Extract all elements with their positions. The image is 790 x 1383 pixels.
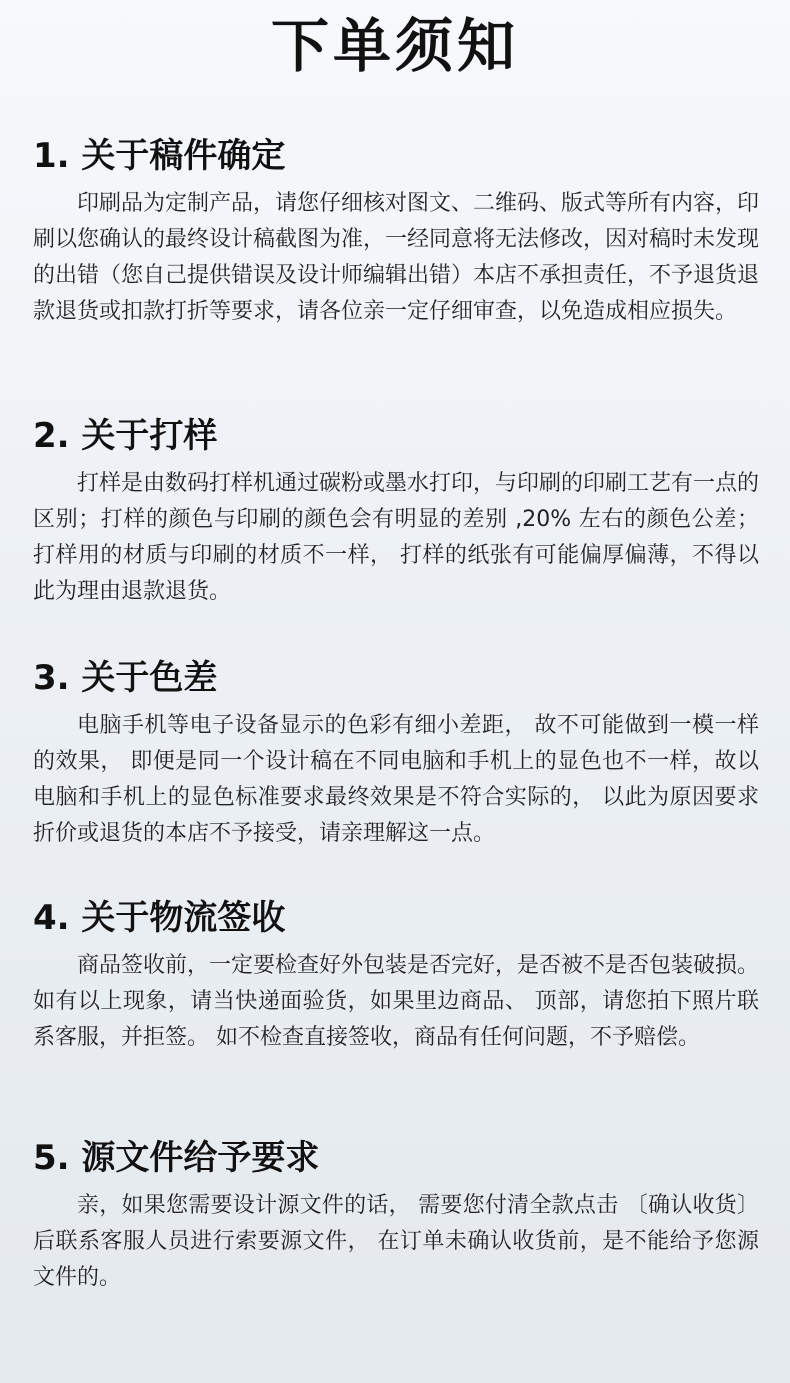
section-logistics-signing [33,896,759,1056]
section-heading: 1. 关于稿件确定 [33,136,286,176]
section-body: 打样是由数码打样机通过碳粉或墨水打印，与印刷的印刷工艺有一点的区别；打样的颜色与印刷的颜色会有明显的差别 ,20% 左右的颜色公差；打样用的材质与印刷的材质不一样， 打样的纸张有可能偏厚偏薄，不得以此为理由退款退货。 [33,471,760,604]
section-body: 商品签收前，一定要检查好外包装是否完好，是否被不是否包装破损。 如有以上现象，请当快递面验货，如果里边商品、 顶部，请您拍下照片联系客服，并拒签。 如不检查直接签收，商品有任何问题，不予赔偿。 [33,953,760,1050]
section-source-files [33,1136,759,1296]
section-color-difference [33,656,759,852]
section-heading: 4. 关于物流签收 [33,898,286,938]
section-heading: 2. 关于打样 [33,416,218,456]
section-body: 印刷品为定制产品，请您仔细核对图文、二维码、版式等所有内容，印刷以您确认的最终设计稿截图为准，一经同意将无法修改，因对稿时未发现的出错（您自己提供错误及设计师编辑出错）本店不承担责任，不予退货退款退货或扣款打折等要求，请各位亲一定仔细审查，以免造成相应损失。 [33,191,760,324]
section-body: 电脑手机等电子设备显示的色彩有细小差距， 故不可能做到一模一样的效果， 即便是同一个设计稿在不同电脑和手机上的显色也不一样，故以电脑和手机上的显色标准要求最终效果是不符合实际的， 以此为原因要求折价或退货的本店不予接受，请亲理解这一点。 [33,713,759,846]
section-manuscript-confirmation [33,134,759,330]
page-title: 下单须知 [270,12,519,80]
section-body: 亲，如果您需要设计源文件的话， 需要您付清全款点击 〔确认收货〕 后联系客服人员进行索要源文件， 在订单未确认收货前，是不能给予您源文件的。 [33,1193,759,1290]
section-heading: 5. 源文件给予要求 [33,1138,320,1178]
section-heading: 3. 关于色差 [33,658,218,698]
section-proofing [33,414,759,610]
